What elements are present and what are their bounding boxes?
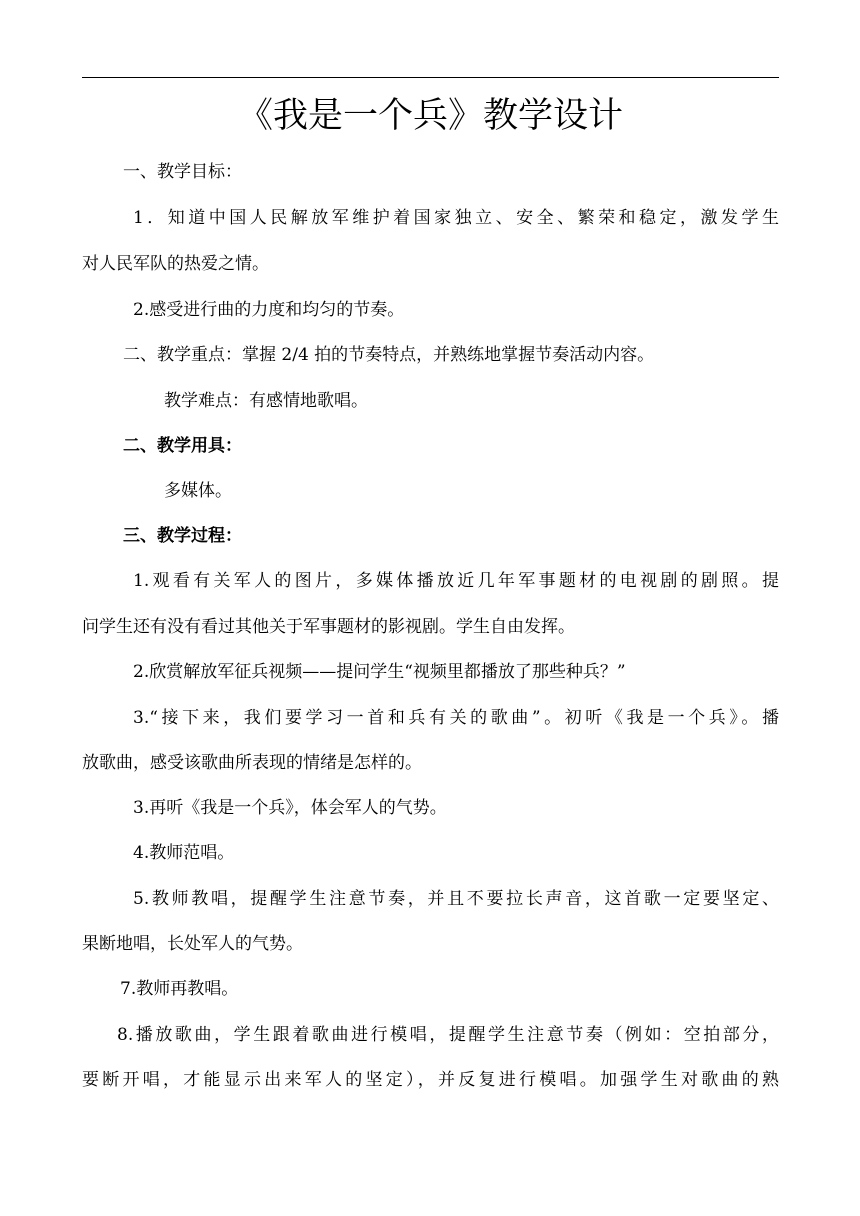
paragraph-line: 3.再听《我是一个兵》，体会军人的气势。: [133, 798, 447, 818]
paragraph-line: 1．知道中国人民解放军维护着国家独立、安全、繁荣和稳定，激发学生: [133, 208, 779, 228]
document-title: 《我是一个兵》教学设计: [237, 96, 623, 136]
paragraph-line: 3.“接下来，我们要学习一首和兵有关的歌曲”。初听《我是一个兵》。播: [133, 708, 779, 728]
paragraph-line: 2.感受进行曲的力度和均匀的节奏。: [133, 300, 405, 320]
section-heading-tools: 二、教学用具：: [123, 436, 242, 456]
paragraph-line: 2.欣赏解放军征兵视频——提问学生“视频里都播放了那些种兵？”: [133, 662, 626, 682]
paragraph-line: 多媒体。: [164, 481, 232, 501]
paragraph-line: 5.教师教唱，提醒学生注意节奏，并且不要拉长声音，这首歌一定要坚定、: [133, 889, 779, 909]
paragraph-line: 对人民军队的热爱之情。: [82, 254, 269, 274]
section-heading-key-points: 二、教学重点：掌握 2/4 拍的节奏特点，并熟练地掌握节奏活动内容。: [123, 345, 655, 365]
paragraph-line: 果断地唱，长处军人的气势。: [82, 934, 303, 954]
paragraph-line: 8.播放歌曲，学生跟着歌曲进行模唱，提醒学生注意节奏（例如：空拍部分，: [117, 1025, 779, 1045]
paragraph-line: 教学难点：有感情地歌唱。: [164, 391, 368, 411]
paragraph-line: 1.观看有关军人的图片，多媒体播放近几年军事题材的电视剧的剧照。提: [133, 571, 779, 591]
header-rule: [82, 77, 779, 78]
paragraph-line: 问学生还有没有看过其他关于军事题材的影视剧。学生自由发挥。: [82, 617, 575, 637]
paragraph-line: 放歌曲，感受该歌曲所表现的情绪是怎样的。: [82, 753, 422, 773]
section-heading-process: 三、教学过程：: [123, 526, 242, 546]
paragraph-line: 4.教师范唱。: [133, 843, 235, 863]
section-heading-objectives: 一、教学目标：: [123, 162, 242, 182]
paragraph-line: 7.教师再教唱。: [120, 979, 239, 999]
paragraph-line: 要断开唱，才能显示出来军人的坚定），并反复进行模唱。加强学生对歌曲的熟: [82, 1070, 779, 1090]
